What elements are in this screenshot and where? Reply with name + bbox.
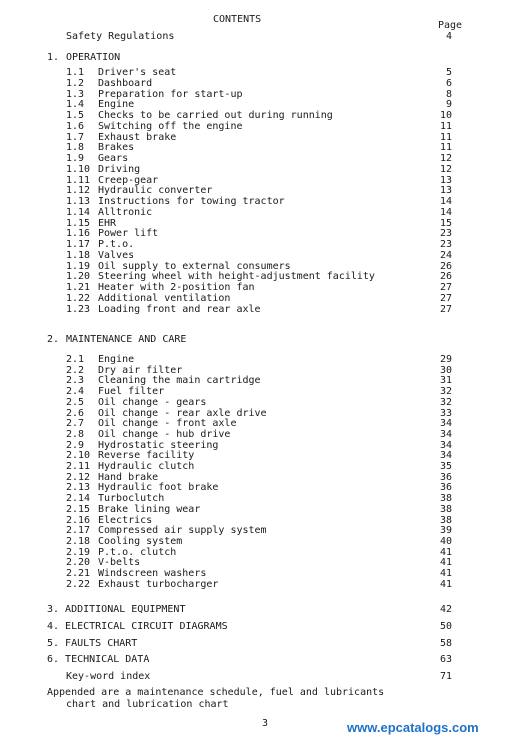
toc-entry-number: 2.4	[66, 386, 85, 398]
toc-entry-title: Engine	[98, 99, 135, 111]
toc-entry-page: 34	[439, 450, 452, 462]
toc-entry-page: 41	[439, 578, 452, 590]
page-column-label: Page	[438, 20, 463, 31]
toc-entry-page: 11	[439, 131, 452, 143]
toc-entry-page: 14	[439, 206, 452, 218]
toc-entry-number: 2.20	[66, 557, 91, 569]
toc-entry-page: 30	[439, 364, 452, 376]
toc-entry-page: 24	[439, 249, 452, 261]
toc-entry-title: Steering wheel with height-adjustment facility	[98, 271, 375, 283]
toc-entry-page: 23	[439, 239, 452, 250]
toc-entry-number: 1.9	[66, 153, 85, 164]
main-section-page: 58	[439, 638, 452, 649]
toc-entry-number: 1.5	[66, 110, 85, 121]
toc-entry-number: 1.4	[66, 99, 85, 111]
safety-regulations-page: 4	[445, 31, 452, 42]
toc-entry-title: Checks to be carried out during running	[98, 110, 333, 121]
toc-entry-number: 1.2	[66, 77, 85, 89]
toc-entry-title: Creep-gear	[98, 174, 159, 186]
toc-entry-page: 34	[439, 428, 452, 440]
toc-entry-title: Hydraulic clutch	[98, 461, 195, 472]
toc-entry-number: 1.16	[66, 228, 91, 240]
toc-entry-page: 41	[439, 568, 452, 579]
toc-entry-number: 1.22	[66, 292, 91, 304]
toc-entry-page: 36	[439, 471, 452, 483]
toc-entry-page: 26	[439, 260, 452, 272]
toc-entry-title: Hydraulic foot brake	[98, 482, 219, 494]
toc-entry-title: Windscreen washers	[98, 568, 207, 579]
toc-entry-page: 11	[439, 120, 452, 132]
toc-entry-title: Dashboard	[98, 77, 153, 89]
toc-entry-title: Loading front and rear axle	[98, 303, 261, 315]
toc-entry-number: 1.3	[66, 88, 85, 100]
toc-entry-number: 2.12	[66, 471, 91, 483]
toc-entry-page: 34	[439, 418, 452, 430]
toc-entry-page: 29	[439, 354, 452, 365]
contents-title: CONTENTS	[213, 14, 262, 25]
toc-entry-title: Electrics	[98, 514, 153, 526]
toc-entry-title: Exhaust brake	[98, 131, 177, 143]
appended-note-line: chart and lubrication chart	[66, 699, 229, 710]
toc-entry-page: 38	[439, 503, 452, 515]
safety-regulations-label: Safety Regulations	[66, 31, 175, 42]
toc-entry-title: P.t.o.	[98, 239, 135, 250]
main-section-title: 3. ADDITIONAL EQUIPMENT	[47, 604, 186, 615]
toc-entry-page: 40	[439, 535, 452, 547]
toc-entry-page: 9	[445, 99, 452, 111]
keyword-index-label: Key-word index	[66, 671, 151, 682]
toc-entry-page: 11	[439, 142, 452, 154]
toc-entry-title: Alltronic	[98, 206, 153, 218]
toc-entry-number: 2.10	[66, 450, 91, 462]
toc-entry-number: 2.8	[66, 428, 85, 440]
toc-entry-page: 13	[439, 174, 452, 186]
toc-entry-number: 1.18	[66, 249, 91, 261]
toc-entry-number: 2.13	[66, 482, 91, 494]
toc-entry-page: 27	[439, 303, 452, 315]
toc-entry-title: Oil change - rear axle drive	[98, 407, 267, 419]
toc-entry-number: 1.7	[66, 131, 85, 143]
toc-entry-title: Cleaning the main cartridge	[98, 375, 261, 387]
toc-entry-page: 41	[439, 557, 452, 569]
appended-note-line: Appended are a maintenance schedule, fuel and lubricants	[47, 687, 385, 698]
section-number: 2.	[47, 334, 60, 345]
toc-entry-number: 1.8	[66, 142, 85, 154]
toc-entry-title: Oil change - gears	[98, 396, 207, 408]
toc-entry-title: Hydraulic converter	[98, 185, 213, 197]
toc-entry-title: Fuel filter	[98, 386, 165, 398]
toc-entry-number: 2.2	[66, 364, 85, 376]
toc-entry-page: 39	[439, 525, 452, 537]
toc-entry-page: 8	[445, 88, 452, 100]
toc-entry-title: Driving	[98, 163, 141, 175]
toc-entry-number: 1.6	[66, 120, 85, 132]
toc-entry-title: Brake lining wear	[98, 503, 201, 515]
toc-entry-page: 27	[439, 292, 452, 304]
toc-entry-page: 32	[439, 396, 452, 408]
toc-entry-page: 5	[445, 67, 452, 78]
main-section-page: 63	[439, 654, 452, 665]
toc-entry-page: 23	[439, 228, 452, 240]
toc-entry-page: 32	[439, 386, 452, 398]
toc-entry-page: 27	[439, 282, 452, 293]
toc-entry-number: 2.21	[66, 568, 91, 579]
toc-entry-page: 12	[439, 163, 452, 175]
toc-entry-title: Oil change - hub drive	[98, 428, 231, 440]
toc-entry-page: 34	[439, 439, 452, 451]
toc-entry-title: Gears	[98, 153, 129, 164]
toc-entry-number: 1.1	[66, 67, 85, 78]
toc-entry-number: 2.1	[66, 354, 85, 365]
toc-entry-number: 2.5	[66, 396, 85, 408]
toc-entry-title: Hand brake	[98, 471, 159, 483]
toc-entry-page: 10	[439, 110, 452, 121]
toc-entry-title: Instructions for towing tractor	[98, 196, 285, 207]
toc-entry-number: 2.11	[66, 461, 91, 472]
toc-entry-number: 2.7	[66, 418, 85, 430]
toc-entry-title: V-belts	[98, 557, 141, 569]
section-title: MAINTENANCE AND CARE	[66, 334, 187, 345]
toc-entry-number: 2.22	[66, 578, 91, 590]
toc-entry-title: Heater with 2-position fan	[98, 282, 255, 293]
section-number: 1.	[47, 52, 60, 63]
toc-entry-number: 1.19	[66, 260, 91, 272]
toc-entry-page: 26	[439, 271, 452, 283]
toc-entry-number: 1.13	[66, 196, 91, 207]
toc-entry-page: 41	[439, 546, 452, 558]
keyword-index-page: 71	[439, 671, 452, 682]
toc-entry-title: Engine	[98, 354, 135, 365]
toc-entry-title: Valves	[98, 249, 135, 261]
toc-entry-title: Brakes	[98, 142, 135, 154]
toc-entry-number: 1.12	[66, 185, 91, 197]
toc-entry-number: 1.21	[66, 282, 91, 293]
toc-entry-title: Exhaust turbocharger	[98, 578, 219, 590]
toc-entry-page: 35	[439, 461, 452, 472]
toc-entry-page: 13	[439, 185, 452, 197]
toc-entry-number: 1.11	[66, 174, 91, 186]
main-section-page: 42	[439, 604, 452, 615]
toc-entry-number: 2.18	[66, 535, 91, 547]
toc-entry-page: 38	[439, 514, 452, 526]
toc-entry-page: 33	[439, 407, 452, 419]
toc-entry-number: 1.17	[66, 239, 91, 250]
toc-entry-title: Turboclutch	[98, 493, 165, 505]
toc-entry-title: P.t.o. clutch	[98, 546, 177, 558]
toc-entry-number: 2.6	[66, 407, 85, 419]
toc-entry-title: Driver's seat	[98, 67, 177, 78]
toc-entry-page: 36	[439, 482, 452, 494]
toc-entry-page: 38	[439, 493, 452, 505]
toc-entry-number: 2.15	[66, 503, 91, 515]
toc-entry-number: 2.19	[66, 546, 91, 558]
toc-entry-number: 1.15	[66, 217, 91, 229]
toc-entry-number: 2.3	[66, 375, 85, 387]
toc-entry-number: 2.17	[66, 525, 91, 537]
toc-entry-page: 15	[439, 217, 452, 229]
main-section-title: 5. FAULTS CHART	[47, 638, 138, 649]
toc-entry-number: 1.10	[66, 163, 91, 175]
main-section-title: 6. TECHNICAL DATA	[47, 654, 150, 665]
toc-entry-title: Switching off the engine	[98, 120, 243, 132]
toc-entry-page: 6	[445, 77, 452, 89]
toc-entry-title: EHR	[98, 217, 117, 229]
toc-entry-page: 31	[439, 375, 452, 387]
toc-entry-number: 1.20	[66, 271, 91, 283]
toc-entry-title: Hydrostatic steering	[98, 439, 219, 451]
toc-entry-title: Preparation for start-up	[98, 88, 243, 100]
main-section-page: 50	[439, 621, 452, 632]
toc-entry-title: Oil supply to external consumers	[98, 260, 291, 272]
section-title: OPERATION	[66, 52, 121, 63]
toc-entry-number: 2.16	[66, 514, 91, 526]
toc-entry-number: 1.23	[66, 303, 91, 315]
toc-entry-page: 14	[439, 196, 452, 207]
toc-entry-title: Oil change - front axle	[98, 418, 237, 430]
toc-entry-title: Additional ventilation	[98, 292, 231, 304]
toc-entry-number: 2.14	[66, 493, 91, 505]
main-section-title: 4. ELECTRICAL CIRCUIT DIAGRAMS	[47, 621, 228, 632]
toc-entry-title: Compressed air supply system	[98, 525, 267, 537]
toc-entry-title: Cooling system	[98, 535, 183, 547]
toc-entry-title: Dry air filter	[98, 364, 183, 376]
toc-entry-title: Power lift	[98, 228, 159, 240]
toc-entry-number: 1.14	[66, 206, 91, 218]
toc-entry-title: Reverse facility	[98, 450, 195, 462]
toc-entry-page: 12	[439, 153, 452, 164]
page-number: 3	[262, 718, 269, 729]
toc-entry-number: 2.9	[66, 439, 85, 451]
watermark-text: www.epcatalogs.com	[347, 720, 479, 735]
